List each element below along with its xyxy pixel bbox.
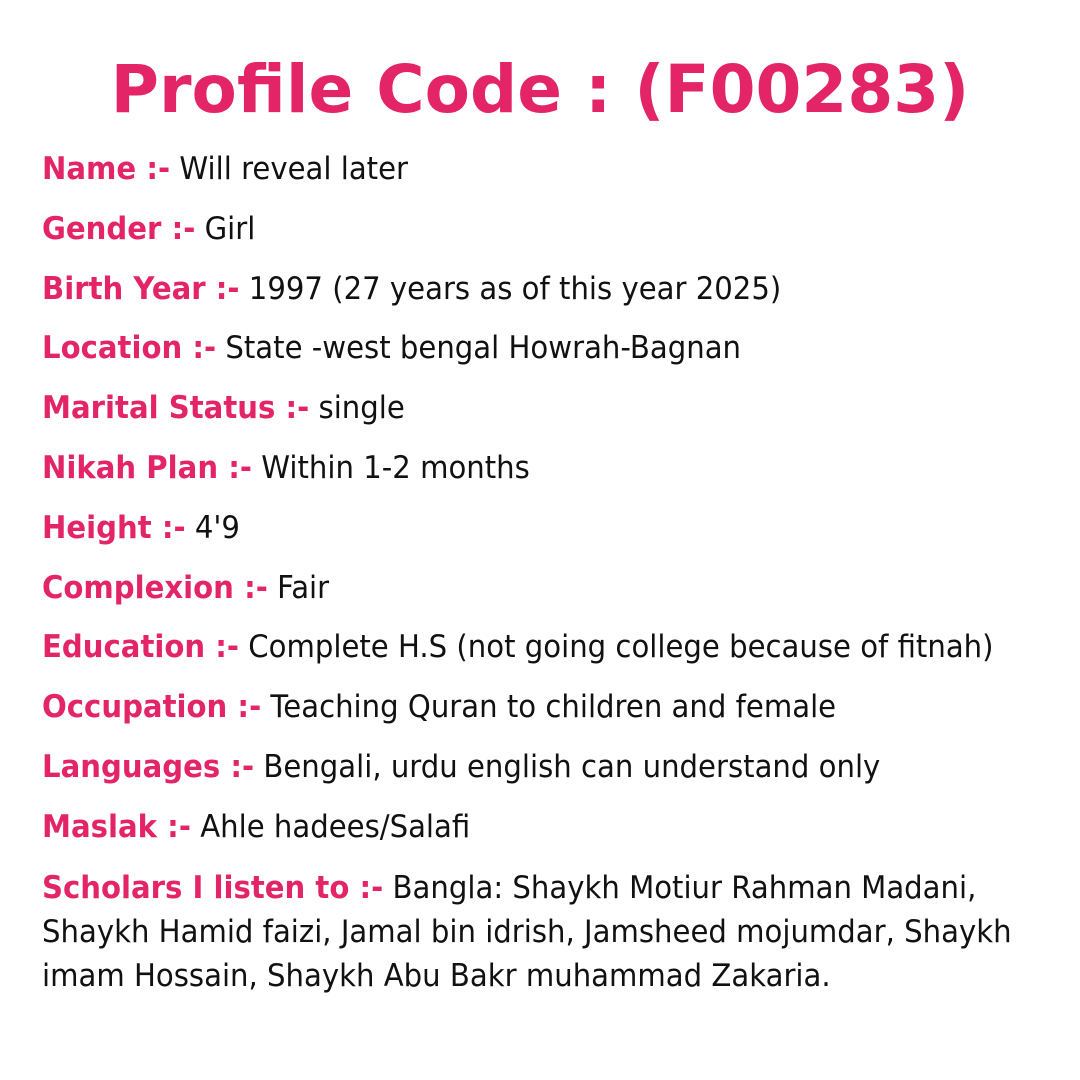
profile-title: Profile Code : (F00283) — [110, 51, 970, 128]
field-value: Fair — [277, 569, 330, 606]
field-maslak — [42, 806, 991, 848]
field-marital-status — [42, 387, 991, 429]
field-gender — [42, 208, 991, 250]
field-occupation — [42, 686, 991, 728]
field-value: Within 1-2 months — [261, 449, 530, 486]
field-birth-year — [42, 268, 991, 310]
field-value: Teaching Quran to children and female — [270, 689, 837, 726]
field-value: Ahle hadees/Salafi — [200, 808, 471, 845]
field-value: Girl — [204, 210, 256, 247]
field-complexion — [42, 567, 991, 609]
field-value: Complete H.S (not going college because of fitnah) — [248, 629, 994, 666]
field-label: Birth Year :- — [42, 270, 240, 307]
field-label: Location :- — [42, 330, 217, 367]
field-value: 4'9 — [194, 509, 240, 546]
field-height — [42, 507, 991, 549]
field-value: 1997 (27 years as of this year 2025) — [248, 270, 782, 307]
field-languages — [42, 746, 991, 788]
field-value: Will reveal later — [179, 151, 409, 187]
field-label: Occupation :- — [42, 689, 262, 726]
profile-fields — [42, 148, 1052, 1015]
field-value: Bangla: Shaykh Motiur Rahman Madani, Shaykh Hamid faizi, Jamal bin idrish, Jamsheed mojumdar, Shaykh imam Hossain, Shaykh Abu Bakr muhammad Zakaria. — [42, 869, 1012, 994]
field-name — [42, 148, 991, 190]
field-label: Languages :- — [42, 748, 255, 785]
field-label: Education :- — [42, 629, 240, 666]
field-location — [42, 327, 991, 369]
field-label: Height :- — [42, 509, 186, 546]
field-value: State -west bengal Howrah-Bagnan — [225, 330, 742, 367]
field-label: Maslak :- — [42, 808, 191, 845]
field-label: Gender :- — [42, 210, 196, 247]
field-education — [42, 626, 994, 668]
field-nikah-plan — [42, 447, 991, 489]
field-label: Scholars I listen to :- — [42, 869, 384, 906]
field-label: Nikah Plan :- — [42, 449, 252, 486]
field-label: Marital Status :- — [42, 390, 310, 427]
field-label: Complexion :- — [42, 569, 268, 606]
field-value: Bengali, urdu english can understand only — [263, 748, 881, 785]
field-scholars — [42, 866, 1048, 998]
field-label: Name :- — [42, 151, 171, 187]
field-value: single — [318, 390, 405, 427]
